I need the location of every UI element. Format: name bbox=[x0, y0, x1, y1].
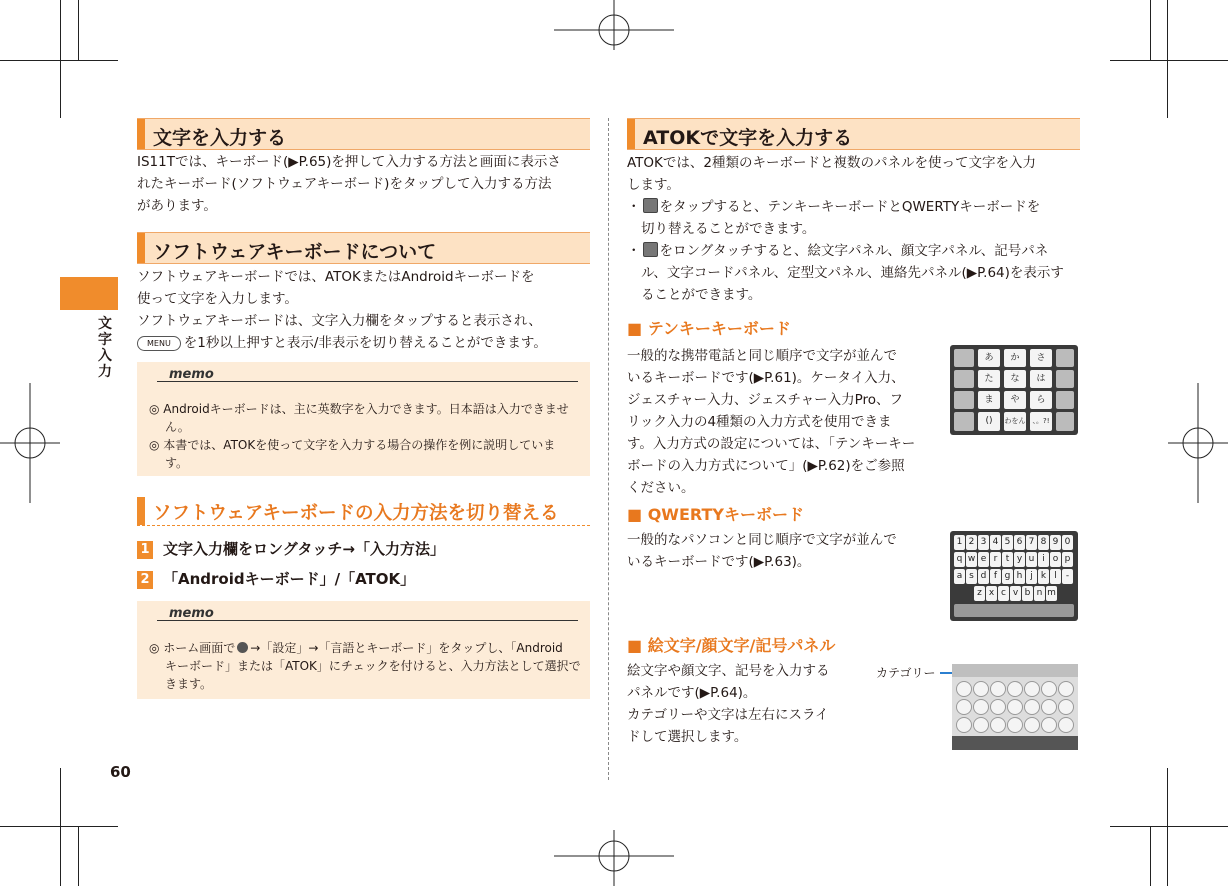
key: b bbox=[1022, 586, 1033, 601]
key bbox=[954, 412, 974, 431]
text-span: ◎ ホーム画面で bbox=[149, 641, 236, 655]
key: は bbox=[1030, 370, 1052, 388]
tenkey-paragraph bbox=[627, 345, 915, 499]
key: 8 bbox=[1038, 535, 1049, 550]
key: 7 bbox=[1026, 535, 1037, 550]
key: () bbox=[978, 412, 1000, 431]
registration-mark bbox=[554, 830, 674, 886]
key: y bbox=[1014, 552, 1025, 567]
subsection-heading: ■ 絵文字/顔文字/記号パネル bbox=[627, 636, 836, 655]
text-line: す。入力方式の設定については、「テンキーキー bbox=[627, 436, 916, 452]
key: q bbox=[954, 552, 965, 567]
qwerty-paragraph bbox=[627, 529, 897, 573]
subsection-heading: ■ QWERTYキーボード bbox=[627, 505, 804, 524]
panel-bottom-bar bbox=[952, 736, 1078, 750]
key: a bbox=[954, 569, 965, 584]
key: 6 bbox=[1014, 535, 1025, 550]
text-line: リック入力の4種類の入力方式を使用できま bbox=[627, 414, 892, 430]
text-line: ◎ 本書では、ATOKを使って文字を入力する場合の操作を例に説明していま bbox=[149, 438, 556, 452]
memo-logo: memo bbox=[169, 606, 214, 621]
category-callout: カテゴリー bbox=[876, 666, 936, 680]
key: r bbox=[990, 552, 1001, 567]
key: 、。?! bbox=[1030, 412, 1052, 431]
key: d bbox=[978, 569, 989, 584]
key: v bbox=[1010, 586, 1021, 601]
key: h bbox=[1014, 569, 1025, 584]
text-line: ジェスチャー入力、ジェスチャー入力Pro、フ bbox=[627, 392, 904, 408]
emoji-cell bbox=[1007, 717, 1023, 733]
emoji-cell bbox=[1041, 699, 1057, 715]
bullet-list bbox=[627, 196, 1064, 306]
key: - bbox=[1062, 569, 1073, 584]
text-line: 切り替えることができます。 bbox=[641, 221, 816, 237]
text-span: をタップすると、テンキーキーボードとQWERTYキーボードを bbox=[659, 199, 1041, 215]
key: 4 bbox=[990, 535, 1001, 550]
text-line: ソフトウェアキーボードは、文字入力欄をタップすると表示され、 bbox=[137, 313, 542, 329]
emoji-cell bbox=[1041, 681, 1057, 697]
keyboard-switch-icon bbox=[643, 198, 658, 213]
step-text: 「Androidキーボード」/「ATOK」 bbox=[163, 570, 416, 588]
key: f bbox=[990, 569, 1001, 584]
text-span: →「設定」→「言語とキーボード」をタップし、「Android bbox=[250, 641, 563, 655]
memo-item bbox=[149, 400, 569, 472]
key: z bbox=[974, 586, 985, 601]
bullet-item: ・ をタップすると、テンキーキーボードとQWERTYキーボードを bbox=[627, 199, 1041, 215]
key bbox=[1056, 349, 1074, 367]
text-line: カテゴリーや文字は左右にスライ bbox=[627, 707, 829, 723]
emoji-cell bbox=[973, 717, 989, 733]
keyboard-switch-icon bbox=[643, 242, 658, 257]
chapter-label: 文字入力 bbox=[98, 316, 112, 380]
key bbox=[1056, 412, 1074, 431]
text-line: パネルです(▶P.64)。 bbox=[627, 685, 757, 701]
step-1 bbox=[137, 538, 445, 559]
key bbox=[954, 349, 974, 367]
key: ま bbox=[978, 391, 1000, 409]
subsection-heading: ■ テンキーキーボード bbox=[627, 319, 791, 338]
apps-icon bbox=[237, 642, 248, 653]
heading-accent bbox=[137, 497, 145, 525]
key bbox=[954, 604, 1074, 617]
text-line: 絵文字や顔文字、記号を入力する bbox=[627, 663, 830, 679]
section-heading bbox=[137, 232, 590, 264]
heading-accent bbox=[137, 233, 145, 263]
key bbox=[954, 391, 974, 409]
menu-key-icon: MENU bbox=[137, 336, 181, 351]
text-line: キーボード」または「ATOK」にチェックを付けると、入力方法として選択で bbox=[165, 659, 581, 673]
qwerty-keyboard-image bbox=[950, 531, 1078, 621]
key: 2 bbox=[966, 535, 977, 550]
emoji-cell bbox=[973, 699, 989, 715]
key: ら bbox=[1030, 391, 1052, 409]
text-line: ん。 bbox=[165, 420, 190, 434]
key bbox=[1056, 391, 1074, 409]
text-line: ATOKでは、2種類のキーボードと複数のパネルを使って文字を入力 bbox=[627, 155, 1037, 171]
section-heading bbox=[627, 118, 1080, 150]
text-line bbox=[149, 639, 581, 657]
text-line: 使って文字を入力します。 bbox=[137, 291, 298, 307]
page-number: 60 bbox=[110, 763, 131, 781]
key: s bbox=[966, 569, 977, 584]
heading-text: 文字を入力する bbox=[153, 127, 287, 149]
text-line: があります。 bbox=[137, 198, 217, 214]
emoji-cell bbox=[1007, 681, 1023, 697]
section-heading bbox=[137, 118, 590, 150]
key: l bbox=[1050, 569, 1061, 584]
intro-paragraph bbox=[137, 151, 561, 217]
key: g bbox=[1002, 569, 1013, 584]
text-line: ドして選択します。 bbox=[627, 729, 748, 745]
emoji-cell bbox=[1024, 681, 1040, 697]
text-line: ることができます。 bbox=[641, 287, 762, 303]
emoji-cell bbox=[990, 681, 1006, 697]
emoji-cell bbox=[1058, 699, 1074, 715]
registration-mark bbox=[1168, 383, 1228, 503]
emoji-cell bbox=[1007, 699, 1023, 715]
emoji-cell bbox=[1024, 699, 1040, 715]
key: あ bbox=[978, 349, 1000, 367]
text-line bbox=[137, 332, 547, 354]
text-line: れたキーボード(ソフトウェアキーボード)をタップして入力する方法 bbox=[137, 176, 552, 192]
key: さ bbox=[1030, 349, 1052, 367]
crop-mark bbox=[1167, 768, 1168, 886]
key: 1 bbox=[954, 535, 965, 550]
text-line: ソフトウェアキーボードでは、ATOKまたはAndroidキーボードを bbox=[137, 269, 535, 285]
text-line: ◎ Androidキーボードは、主に英数字を入力できます。日本語は入力できませ bbox=[149, 402, 569, 416]
crop-mark bbox=[60, 0, 61, 118]
text-line: 一般的なパソコンと同じ順序で文字が並んで bbox=[627, 532, 897, 548]
category-bar bbox=[952, 664, 1078, 677]
step-text: 文字入力欄をロングタッチ→「入力方法」 bbox=[163, 540, 445, 558]
crop-mark bbox=[1150, 0, 1151, 60]
emoji-cell bbox=[956, 681, 972, 697]
emoji-cell bbox=[956, 717, 972, 733]
text-line: きます。 bbox=[165, 677, 213, 691]
emoji-cell bbox=[956, 699, 972, 715]
text-line: いるキーボードです(▶P.61)。ケータイ入力、 bbox=[627, 370, 905, 386]
text-line: いるキーボードです(▶P.63)。 bbox=[627, 554, 811, 570]
text-line: します。 bbox=[627, 177, 680, 193]
memo-logo: memo bbox=[169, 367, 214, 382]
memo-box bbox=[137, 362, 590, 476]
key: m bbox=[1046, 586, 1057, 601]
crop-mark bbox=[1167, 0, 1168, 118]
key: t bbox=[1002, 552, 1013, 567]
registration-mark bbox=[0, 383, 60, 503]
crop-mark bbox=[0, 60, 118, 61]
key: 0 bbox=[1062, 535, 1073, 550]
key: e bbox=[978, 552, 989, 567]
key: 5 bbox=[1002, 535, 1013, 550]
emoji-cell bbox=[973, 681, 989, 697]
column-divider bbox=[608, 118, 609, 780]
key: か bbox=[1004, 349, 1026, 367]
emoji-cell bbox=[990, 717, 1006, 733]
key: i bbox=[1038, 552, 1049, 567]
key: k bbox=[1038, 569, 1049, 584]
text-line: 一般的な携帯電話と同じ順序で文字が並んで bbox=[627, 348, 897, 364]
text-line: ボードの入力方式について」(▶P.62)をご参照 bbox=[627, 458, 905, 474]
key: な bbox=[1004, 370, 1026, 388]
key bbox=[1056, 370, 1074, 388]
emoji-paragraph bbox=[627, 660, 830, 748]
key: や bbox=[1004, 391, 1026, 409]
crop-mark bbox=[78, 826, 79, 886]
crop-mark bbox=[0, 826, 118, 827]
memo-rule bbox=[157, 620, 578, 621]
emoji-cell bbox=[1041, 717, 1057, 733]
step-number: 1 bbox=[137, 541, 153, 559]
heading-text: ソフトウェアキーボードの入力方法を切り替える bbox=[153, 503, 559, 524]
text-line: IS11Tでは、キーボード(▶P.65)を押して入力する方法と画面に表示さ bbox=[137, 154, 561, 170]
heading-accent bbox=[137, 119, 145, 149]
text-line: す。 bbox=[165, 456, 189, 470]
emoji-cell bbox=[1058, 717, 1074, 733]
crop-mark bbox=[1110, 60, 1228, 61]
text-span: をロングタッチすると、絵文字パネル、顔文字パネル、記号パネ bbox=[659, 243, 1049, 259]
step-number: 2 bbox=[137, 571, 153, 589]
emoji-cell bbox=[1024, 717, 1040, 733]
heading-text: ソフトウェアキーボードについて bbox=[153, 241, 437, 263]
text-span: を1秒以上押すと表示/非表示を切り替えることができます。 bbox=[183, 335, 547, 351]
crop-mark bbox=[60, 768, 61, 886]
key: 9 bbox=[1050, 535, 1061, 550]
section-heading bbox=[137, 497, 590, 526]
emoji-cell bbox=[990, 699, 1006, 715]
memo-rule bbox=[157, 381, 578, 382]
crop-mark bbox=[1110, 826, 1228, 827]
emoji-panel-image bbox=[952, 664, 1078, 750]
heading-accent bbox=[627, 119, 635, 149]
key: た bbox=[978, 370, 1000, 388]
crop-mark bbox=[78, 0, 79, 60]
key: x bbox=[986, 586, 997, 601]
chapter-tab bbox=[60, 277, 118, 310]
key: u bbox=[1026, 552, 1037, 567]
emoji-cell bbox=[1058, 681, 1074, 697]
memo-box bbox=[137, 601, 590, 699]
crop-mark bbox=[1150, 826, 1151, 886]
step-2 bbox=[137, 568, 415, 589]
text-line: ください。 bbox=[627, 480, 695, 496]
key: わをん bbox=[1004, 412, 1026, 431]
memo-item bbox=[149, 639, 581, 693]
text-line: ル、文字コードパネル、定型文パネル、連絡先パネル(▶P.64)を表示す bbox=[641, 265, 1064, 281]
bullet-item: ・ をロングタッチすると、絵文字パネル、顔文字パネル、記号パネ bbox=[627, 243, 1049, 259]
key: 3 bbox=[978, 535, 989, 550]
key: c bbox=[998, 586, 1009, 601]
key: o bbox=[1050, 552, 1061, 567]
heading-text: ATOKで文字を入力する bbox=[643, 127, 853, 149]
key: p bbox=[1062, 552, 1073, 567]
tenkey-keyboard-image bbox=[950, 345, 1078, 435]
key: n bbox=[1034, 586, 1045, 601]
registration-mark bbox=[554, 0, 674, 50]
key bbox=[954, 370, 974, 388]
key: w bbox=[966, 552, 977, 567]
software-keyboard-paragraph bbox=[137, 266, 547, 354]
atok-intro bbox=[627, 152, 1036, 196]
key: j bbox=[1026, 569, 1037, 584]
